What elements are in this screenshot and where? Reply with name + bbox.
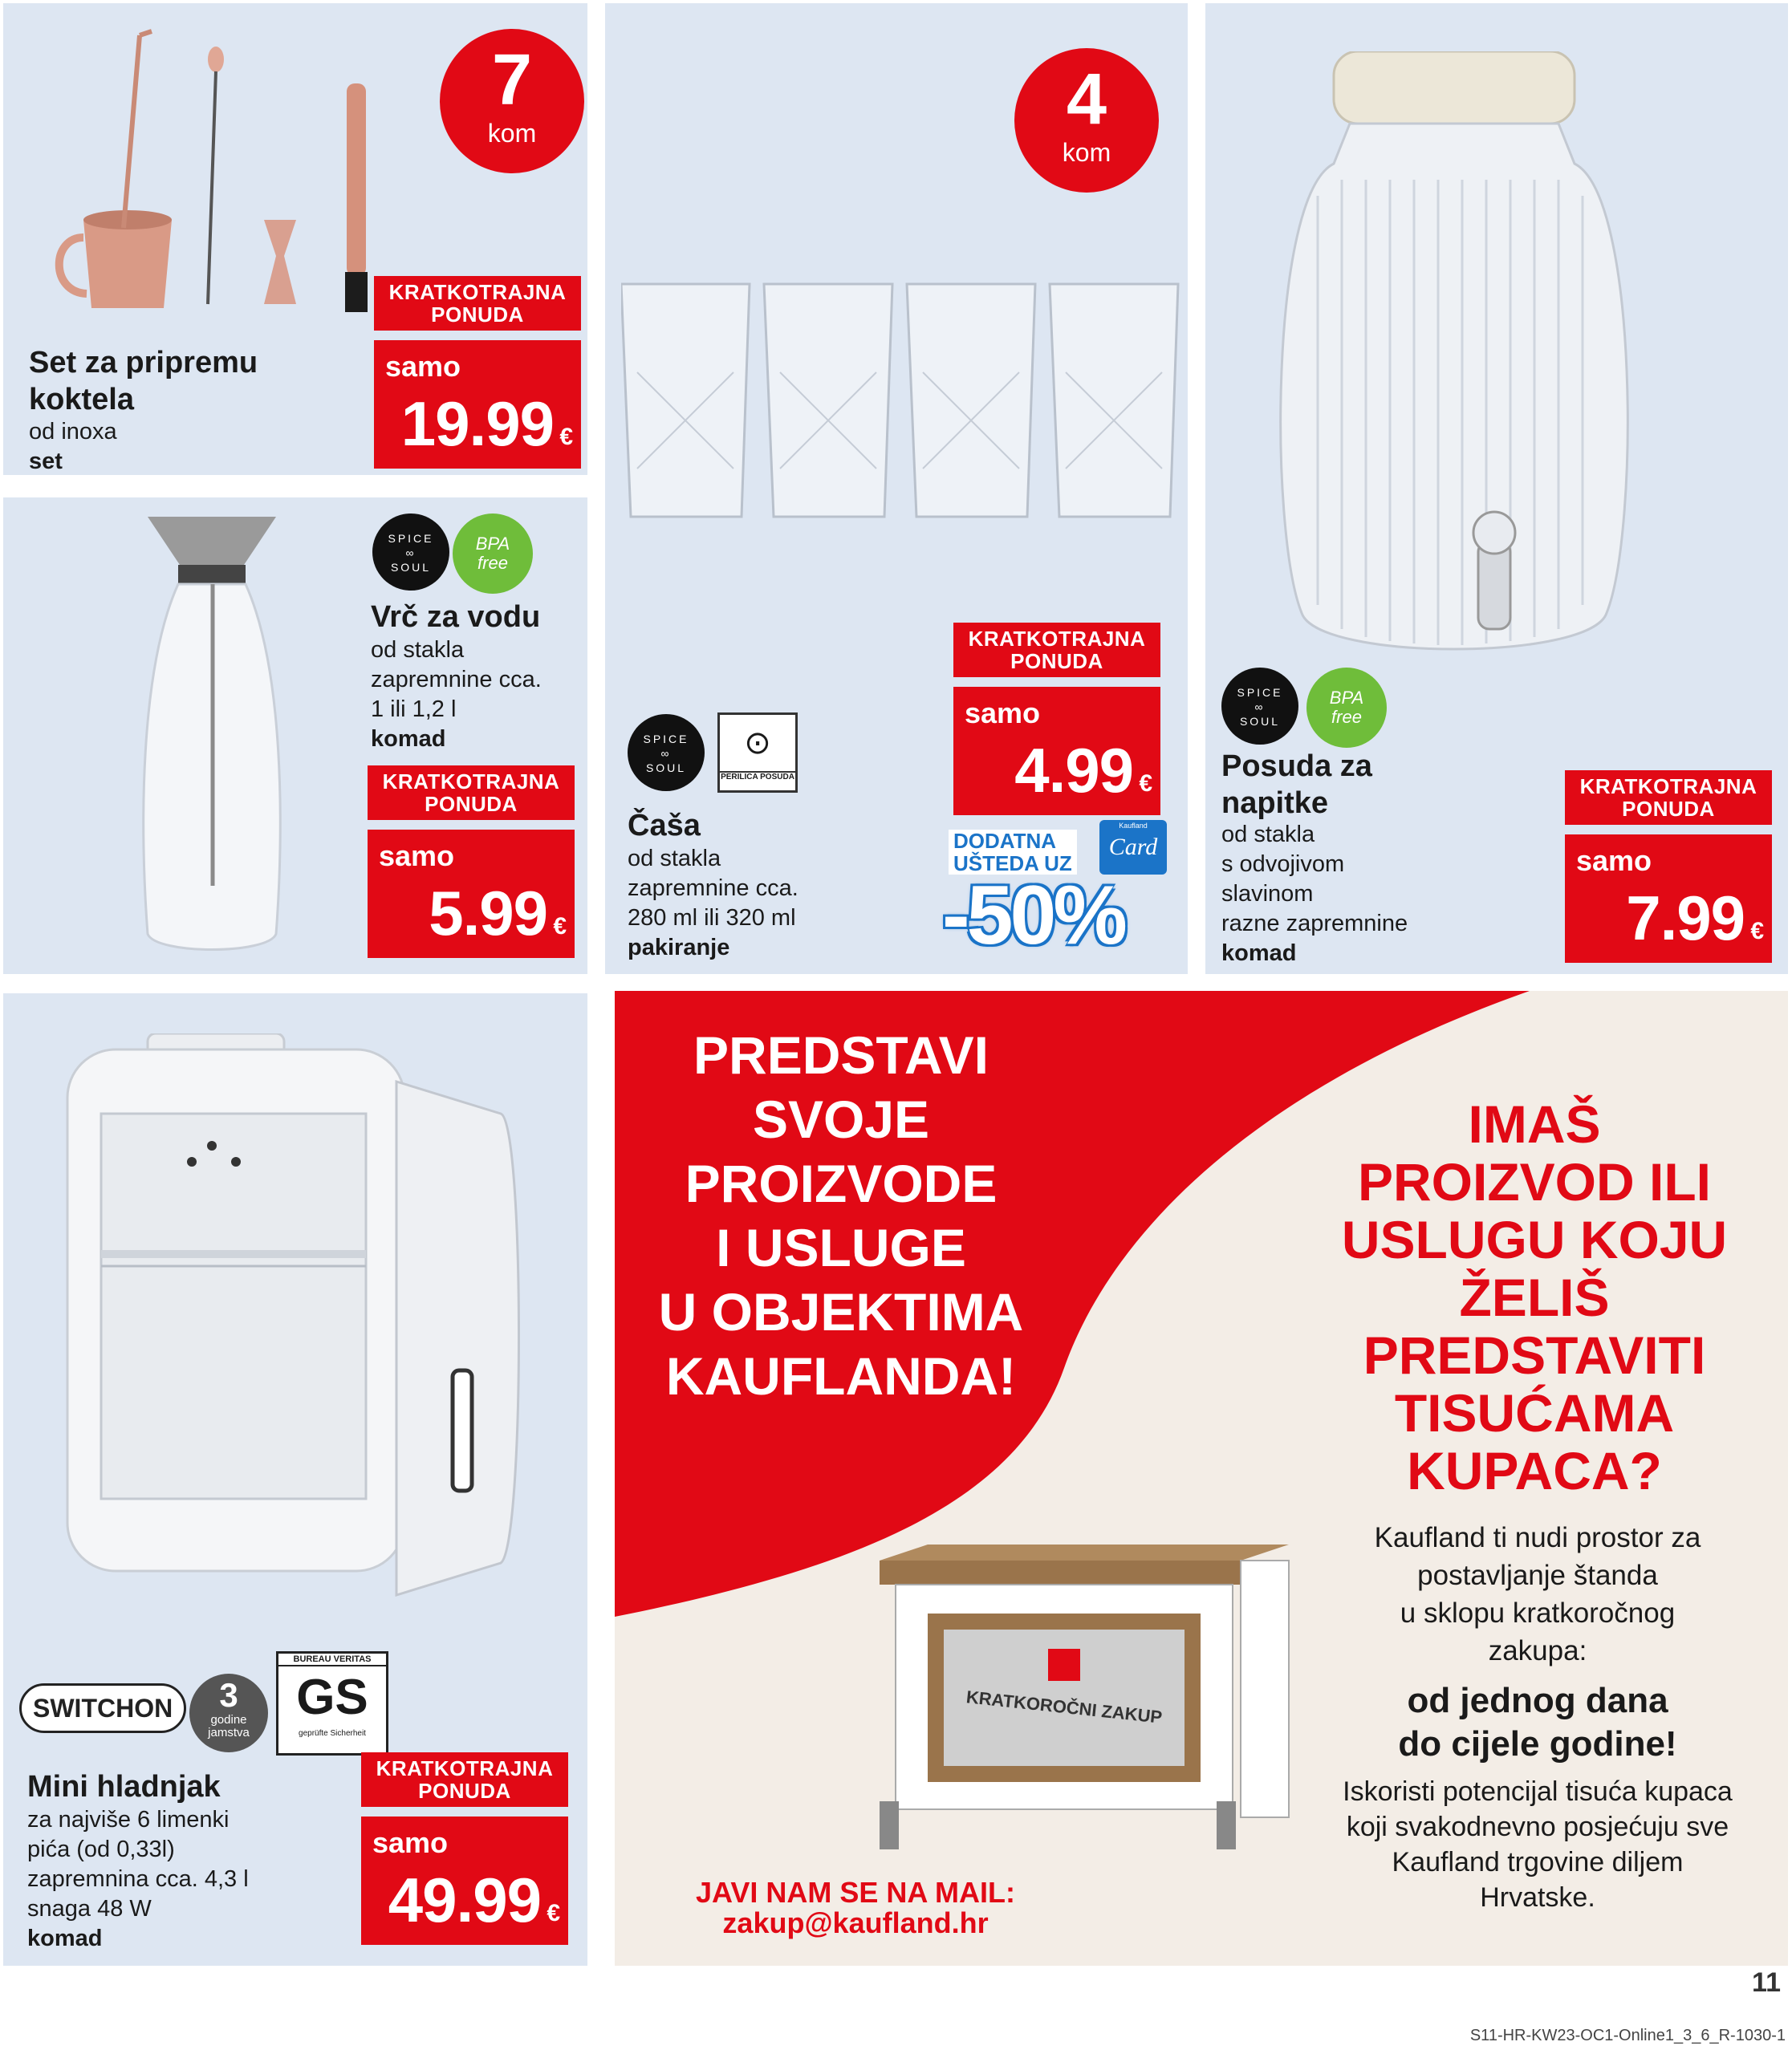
short-offer-label: KRATKOTRAJNA PONUDA [368, 765, 575, 820]
currency-symbol: € [1750, 918, 1764, 944]
price-box [361, 1817, 568, 1945]
page-number: 11 [1752, 1967, 1781, 1998]
product-description: za najviše 6 limenki pića (od 0,33l) zapremnina cca. 4,3 l snaga 48 W komad [27, 1805, 249, 1954]
short-offer-label: KRATKOTRAJNA PONUDA [1565, 770, 1772, 825]
samo-label: samo [372, 1826, 449, 1859]
product-title: Vrč za vodu [371, 600, 541, 634]
currency-symbol: € [559, 424, 573, 450]
discount-percent: -50% [942, 869, 1124, 962]
mail-address[interactable]: zakup@kaufland.hr [722, 1906, 989, 1939]
kaufland-card-icon: Kaufland Card [1099, 820, 1167, 875]
product-title: Mini hladnjak [27, 1770, 221, 1804]
promo-benefit-text: Iskoristi potencijal tisuća kupaca koji svakodnevno posjećuju sve Kaufland trgovine diljem Hrvatske. [1343, 1776, 1733, 1913]
product-unit: set [29, 449, 63, 474]
product-description: od stakla zapremnine cca. 280 ml ili 320 ml pakiranje [628, 844, 798, 963]
bpa-free-badge: BPA free [1306, 668, 1387, 748]
rental-stand-image [863, 1536, 1305, 1857]
stand-label: KRATKOROČNI ZAKUP [965, 1687, 1164, 1727]
price-value: 4.99 [1014, 735, 1133, 806]
product-unit: komad [371, 726, 446, 752]
mini-fridge-image [51, 1033, 533, 1611]
product-title: Set za pripremu koktela [29, 346, 258, 416]
promo-headline-right: IMAŠ PROIZVOD ILI USLUGU KOJU ŽELIŠ PREDSTAVITI TISUĆAMA KUPACA? [1341, 1094, 1728, 1500]
spice-soul-logo: SPICE ∞ SOUL [1221, 668, 1298, 745]
bpa-free-badge: BPA free [453, 514, 533, 594]
price-value: 7.99 [1626, 883, 1745, 953]
spice-soul-logo: SPICE ∞ SOUL [372, 514, 449, 591]
cocktail-set-image [35, 27, 372, 316]
product-description: od stakla s odvojivom slavinom razne zapremnine komad [1221, 820, 1408, 968]
rental-promo-panel [615, 991, 1788, 1966]
short-offer-label: KRATKOTRAJNA PONUDA [361, 1752, 568, 1807]
dispenser-image [1270, 51, 1639, 661]
product-title: Čaša [628, 809, 701, 842]
card-discount-badge [942, 820, 1183, 972]
price-box [368, 830, 575, 958]
dishwasher-safe-icon: ⊙ PERILICA POSUDA [717, 712, 798, 793]
product-title: Posuda za napitke [1221, 749, 1372, 820]
currency-symbol: € [1139, 770, 1152, 797]
product-dispenser [1205, 3, 1788, 974]
extra-saving-label: DODATNA UŠTEDA UZ [949, 830, 1077, 875]
price-box [1565, 834, 1772, 963]
product-water-jug [3, 497, 587, 974]
short-offer-label: KRATKOTRAJNA PONUDA [374, 276, 581, 331]
product-description: od inoxa set [29, 417, 117, 475]
samo-label: samo [385, 350, 461, 383]
count-badge [1014, 48, 1159, 193]
product-unit: pakiranje [628, 935, 730, 960]
warranty-badge: 3 godine jamstva [189, 1674, 268, 1752]
gs-certification-icon: BUREAU VERITAS GS geprüfte Sicherheit [276, 1651, 388, 1756]
short-offer-label: KRATKOTRAJNA PONUDA [953, 623, 1160, 677]
count-unit: kom [1062, 138, 1111, 167]
count-unit: kom [487, 119, 537, 148]
price-box [953, 687, 1160, 815]
samo-label: samo [1576, 844, 1652, 877]
product-glass [605, 3, 1188, 974]
product-cocktail-set [3, 3, 587, 475]
count-number: 4 [1066, 59, 1107, 140]
count-badge [440, 29, 584, 173]
samo-label: samo [965, 696, 1041, 729]
catalog-code: S11-HR-KW23-OC1-Online1_3_6_R-1030-1 [1469, 2027, 1786, 2044]
spice-soul-logo: SPICE ∞ SOUL [628, 714, 705, 791]
samo-label: samo [379, 839, 455, 872]
product-unit: komad [1221, 940, 1297, 966]
stand-frame [863, 1536, 1305, 1857]
price-value: 49.99 [388, 1865, 541, 1935]
price-value: 5.99 [429, 878, 547, 948]
switchon-logo: SWITCHON [19, 1683, 186, 1733]
mail-label: JAVI NAM SE NA MAIL: [695, 1876, 1015, 1909]
product-unit: komad [27, 1926, 103, 1951]
product-description: od stakla zapremnine cca. 1 ili 1,2 l komad [371, 635, 542, 754]
promo-duration-text: od jednog dana do cijele godine! [1398, 1681, 1677, 1764]
currency-symbol: € [547, 1900, 560, 1926]
currency-symbol: € [553, 913, 567, 940]
price-value: 19.99 [400, 388, 554, 459]
price-box [374, 340, 581, 469]
water-jug-image [124, 509, 300, 958]
count-number: 7 [491, 40, 533, 120]
promo-intro-text: Kaufland ti nudi prostor za postavljanje štanda u sklopu kratkoročnog zakupa: [1374, 1522, 1701, 1666]
glasses-image [621, 276, 1188, 525]
contact-mail [639, 1877, 1072, 1938]
promo-headline-left: PREDSTAVI SVOJE PROIZVODE I USLUGE U OBJEKTIMA KAUFLANDA! [658, 1025, 1024, 1406]
product-mini-fridge [3, 993, 587, 1966]
